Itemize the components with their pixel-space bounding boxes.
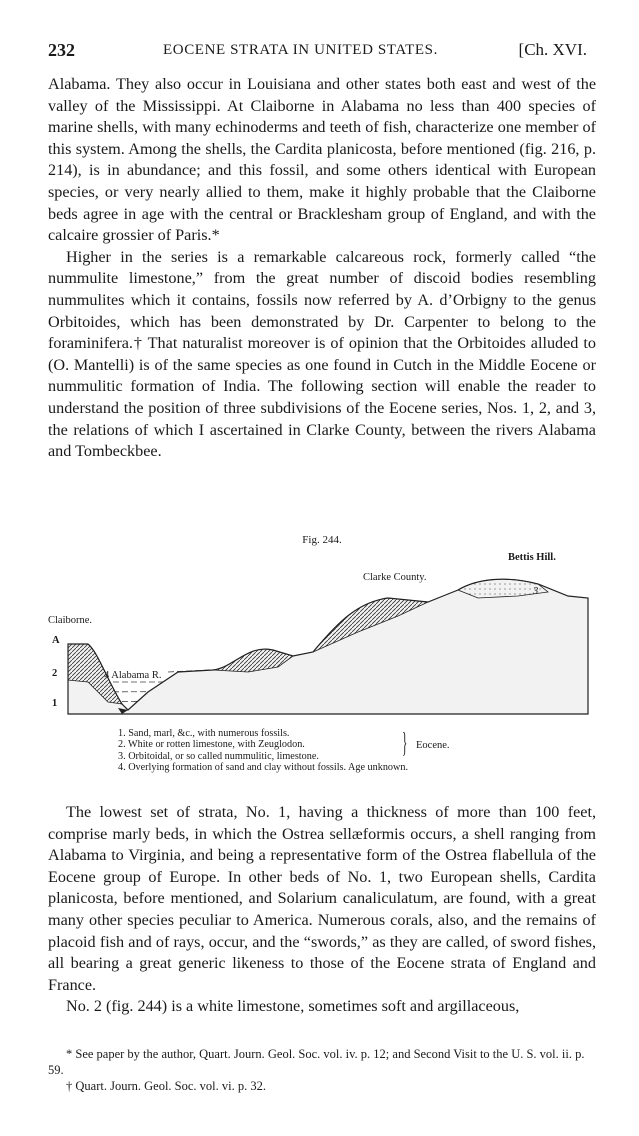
legend-brace: } <box>402 728 408 759</box>
running-title: EOCENE STRATA IN UNITED STATES. <box>163 42 438 58</box>
body-text-bottom <box>48 802 596 1018</box>
surface-profile <box>68 579 588 714</box>
label-claiborne: Claiborne. <box>48 615 93 626</box>
figure-244 <box>48 532 596 787</box>
footnote: † Quart. Journ. Geol. Soc. vol. vi. p. 32. <box>66 1079 266 1093</box>
label-clarke-county: Clarke County. <box>363 572 427 583</box>
page-number: 232 <box>48 40 75 60</box>
paragraph: Alabama. They also occur in Louisiana and other states both east and west of the valley of the Mississippi. At Claiborne in Alabama no less than 400 species of marine shells, with many echinoderms and teeth of fish, characterize one member of this system. Among the shells, the Cardita planicosta, before mentioned (fig. 216, p. 214), is in abundance; and this fossil, and some others identical with European species, or very nearly allied to them, make it highly probable that the Claiborne beds agree in age with the central or Bracklesham group of England, and with the calcaire grossier of Paris.* <box>48 75 596 245</box>
label-bettis-hill: Bettis Hill. <box>508 552 556 563</box>
label-layer-1: 1 <box>52 698 58 709</box>
legend-item: 3. Orbitoidal, or so called nummulitic, limestone. <box>118 750 319 762</box>
legend-item: 1. Sand, marl, &c., with numerous fossils. <box>118 728 290 739</box>
running-header <box>48 40 587 64</box>
label-hill-3: 3 <box>533 586 539 597</box>
paragraph: Higher in the series is a remarkable calcareous rock, formerly called “the nummulite limestone,” from the great number of discoid bodies resembling nummulites which it contains, fossils now referred by A. d’Orbigny to the genus Orbitoides, which has been demonstrated by Dr. Carpenter to belong to the foraminifera.† That naturalist moreover is of opinion that the Orbitoides alluded to (O. Mantelli) is of the same species as one found in Cutch in the Middle Eocene or nummulitic formation of India. The following section will enable the reader to understand the position of three subdivisions of the Eocene series, Nos. 1, 2, and 3, the relations of which I ascertained in Clarke County, between the rivers Alabama and Tombeckbee. <box>48 247 596 461</box>
figure-legend <box>118 728 408 774</box>
paragraph: No. 2 (fig. 244) is a white limestone, sometimes soft and argillaceous, <box>66 997 520 1016</box>
footnotes <box>48 1046 596 1094</box>
label-eocene: Eocene. <box>416 740 450 751</box>
label-alabama-river: 4 Alabama R. <box>104 670 162 681</box>
legend-item: 4. Overlying formation of sand and clay without fossils. Age unknown. <box>118 762 409 774</box>
label-layer-a: A <box>52 635 60 646</box>
body-text-top <box>48 74 596 463</box>
chapter-label: [Ch. XVI. <box>518 40 587 59</box>
label-layer-2: 2 <box>52 668 58 679</box>
legend-item: 2. White or rotten limestone, with Zeuglodon. <box>118 739 305 751</box>
footnote: * See paper by the author, Quart. Journ. Geol. Soc. vol. iv. p. 12; and Second Visit to the U. S. vol. ii. p. 59. <box>48 1047 585 1077</box>
paragraph: The lowest set of strata, No. 1, having a thickness of more than 100 feet, comprise marly beds, in which the Ostrea sellæformis occurs, a shell ranging from Alabama to Virginia, and being a representative form of the Ostrea flabellula of the Eocene group of Europe. In other beds of No. 1, two European shells, Cardita planicosta, before mentioned, and Solarium canaliculatum, are found, with a great many other species peculiar to America. Numerous corals, also, and the remains of placoid fish and of rays, occur, and the “swords,” as they are called, of sword fishes, all bearing a great generic likeness to those of the Eocene strata of England and France. <box>48 803 596 994</box>
figure-title: Fig. 244. <box>302 534 342 546</box>
